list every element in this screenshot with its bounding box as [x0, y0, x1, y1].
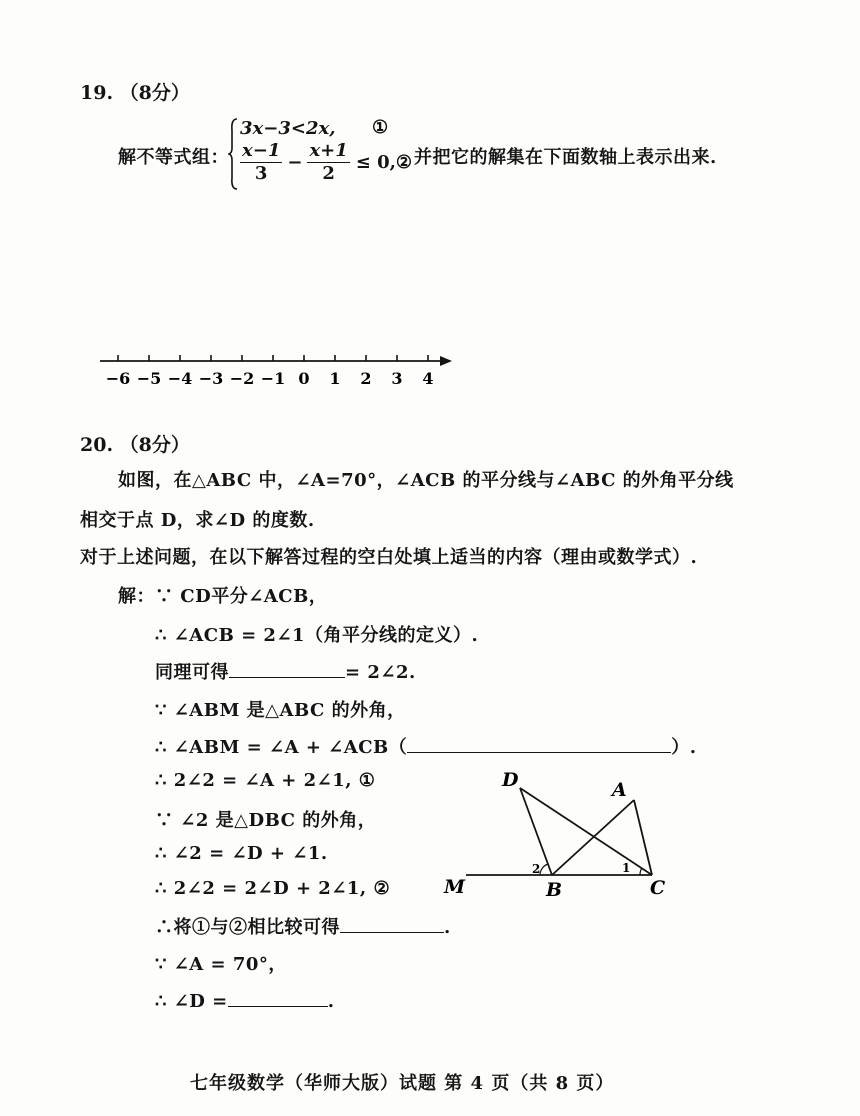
blank-1[interactable] [229, 659, 345, 678]
fraction-2-numerator: x+1 [309, 140, 348, 161]
step-7: ∵ ∠2 是△DBC 的外角， [155, 810, 377, 831]
blank-3[interactable] [340, 914, 444, 933]
angle-2-arc [540, 864, 548, 875]
step-5 [155, 733, 697, 759]
number-line-tick-label: −4 [167, 369, 193, 388]
step-5-prefix: ∴ ∠ABM = ∠A + ∠ACB（ [155, 737, 408, 758]
step-12-suffix: . [327, 991, 335, 1012]
blank-2[interactable] [407, 734, 671, 753]
inequality-1 [240, 118, 335, 139]
number-line [96, 348, 456, 394]
q20-line2: 相交于点 D，求∠D 的度数. [80, 510, 315, 531]
number-line-tick-label: −3 [198, 369, 224, 388]
step-1: 解：∵ CD平分∠ACB， [118, 586, 328, 607]
step-12 [155, 988, 335, 1012]
q19-header: 19. （8分） [80, 82, 190, 104]
minus-sign: − [287, 152, 303, 173]
number-line-tick-label: 1 [329, 369, 341, 388]
step-3-suffix: = 2∠2. [345, 662, 416, 683]
step-3 [155, 658, 416, 684]
segment-AC [634, 800, 652, 875]
number-line-arrow [440, 356, 452, 366]
page-footer: 七年级数学（华师大版）试题 第 4 页（共 8 页） [190, 1073, 615, 1094]
number-line-tick-label: −1 [260, 369, 286, 388]
number-line-tick-label: 3 [391, 369, 403, 388]
fraction-2-denominator: 2 [322, 163, 335, 184]
number-line-tick-label: 0 [298, 369, 310, 388]
step-6: ∴ 2∠2 = ∠A + 2∠1, ① [155, 770, 376, 791]
number-line-tick-label: −5 [136, 369, 162, 388]
step-10-suffix: . [444, 917, 451, 938]
q19-prompt: 解不等式组： [118, 147, 229, 168]
step-4: ∵ ∠ABM 是△ABC 的外角， [155, 700, 406, 721]
fraction-1-numerator: x−1 [242, 140, 281, 161]
fraction-2 [307, 140, 349, 185]
step-2: ∴ ∠ACB = 2∠1（角平分线的定义）. [155, 625, 479, 646]
q20-line3: 对于上述问题，在以下解答过程的空白处填上适当的内容（理由或数学式）. [80, 547, 698, 568]
q19-instruction: 并把它的解集在下面数轴上表示出来. [414, 147, 717, 168]
step-8: ∴ ∠2 = ∠D + ∠1. [155, 843, 328, 864]
number-line-tick-label: 2 [360, 369, 372, 388]
q20-header: 20. （8分） [80, 434, 190, 456]
step-3-prefix: 同理可得 [155, 662, 229, 683]
step-9: ∴ 2∠2 = 2∠D + 2∠1, ② [155, 878, 391, 899]
system-brace [228, 118, 238, 190]
fraction-1 [240, 140, 282, 185]
inequality-2-rhs: ≤ 0,② [355, 152, 413, 173]
label-D: D [502, 769, 519, 791]
triangle-figure [440, 760, 680, 900]
step-12-prefix: ∴ ∠D = [155, 991, 228, 1012]
label-C: C [650, 877, 666, 899]
inequality-2 [238, 140, 412, 185]
blank-4[interactable] [228, 988, 328, 1007]
label-angle-2: 2 [532, 862, 541, 876]
step-10-prefix: ∴将①与②相比较可得 [155, 917, 340, 938]
number-line-tick-label: −2 [229, 369, 255, 388]
label-A: A [612, 779, 627, 801]
step-11: ∵ ∠A = 70°， [155, 954, 287, 975]
angle-1-arc [640, 868, 642, 875]
label-B: B [546, 879, 563, 900]
label-M: M [444, 876, 466, 898]
fraction-1-denominator: 3 [254, 163, 268, 184]
inequality-1-expr: 3x−3<2x, [240, 118, 336, 139]
number-line-tick-label: 4 [422, 369, 434, 388]
label-angle-1: 1 [622, 861, 631, 875]
q20-line1: 如图，在△ABC 中，∠A=70°，∠ACB 的平分线与∠ABC 的外角平分线 [118, 470, 734, 491]
step-10 [155, 913, 451, 939]
step-5-suffix: ）. [671, 737, 697, 758]
inequality-1-mark: ① [372, 117, 389, 138]
number-line-tick-label: −6 [105, 369, 131, 388]
